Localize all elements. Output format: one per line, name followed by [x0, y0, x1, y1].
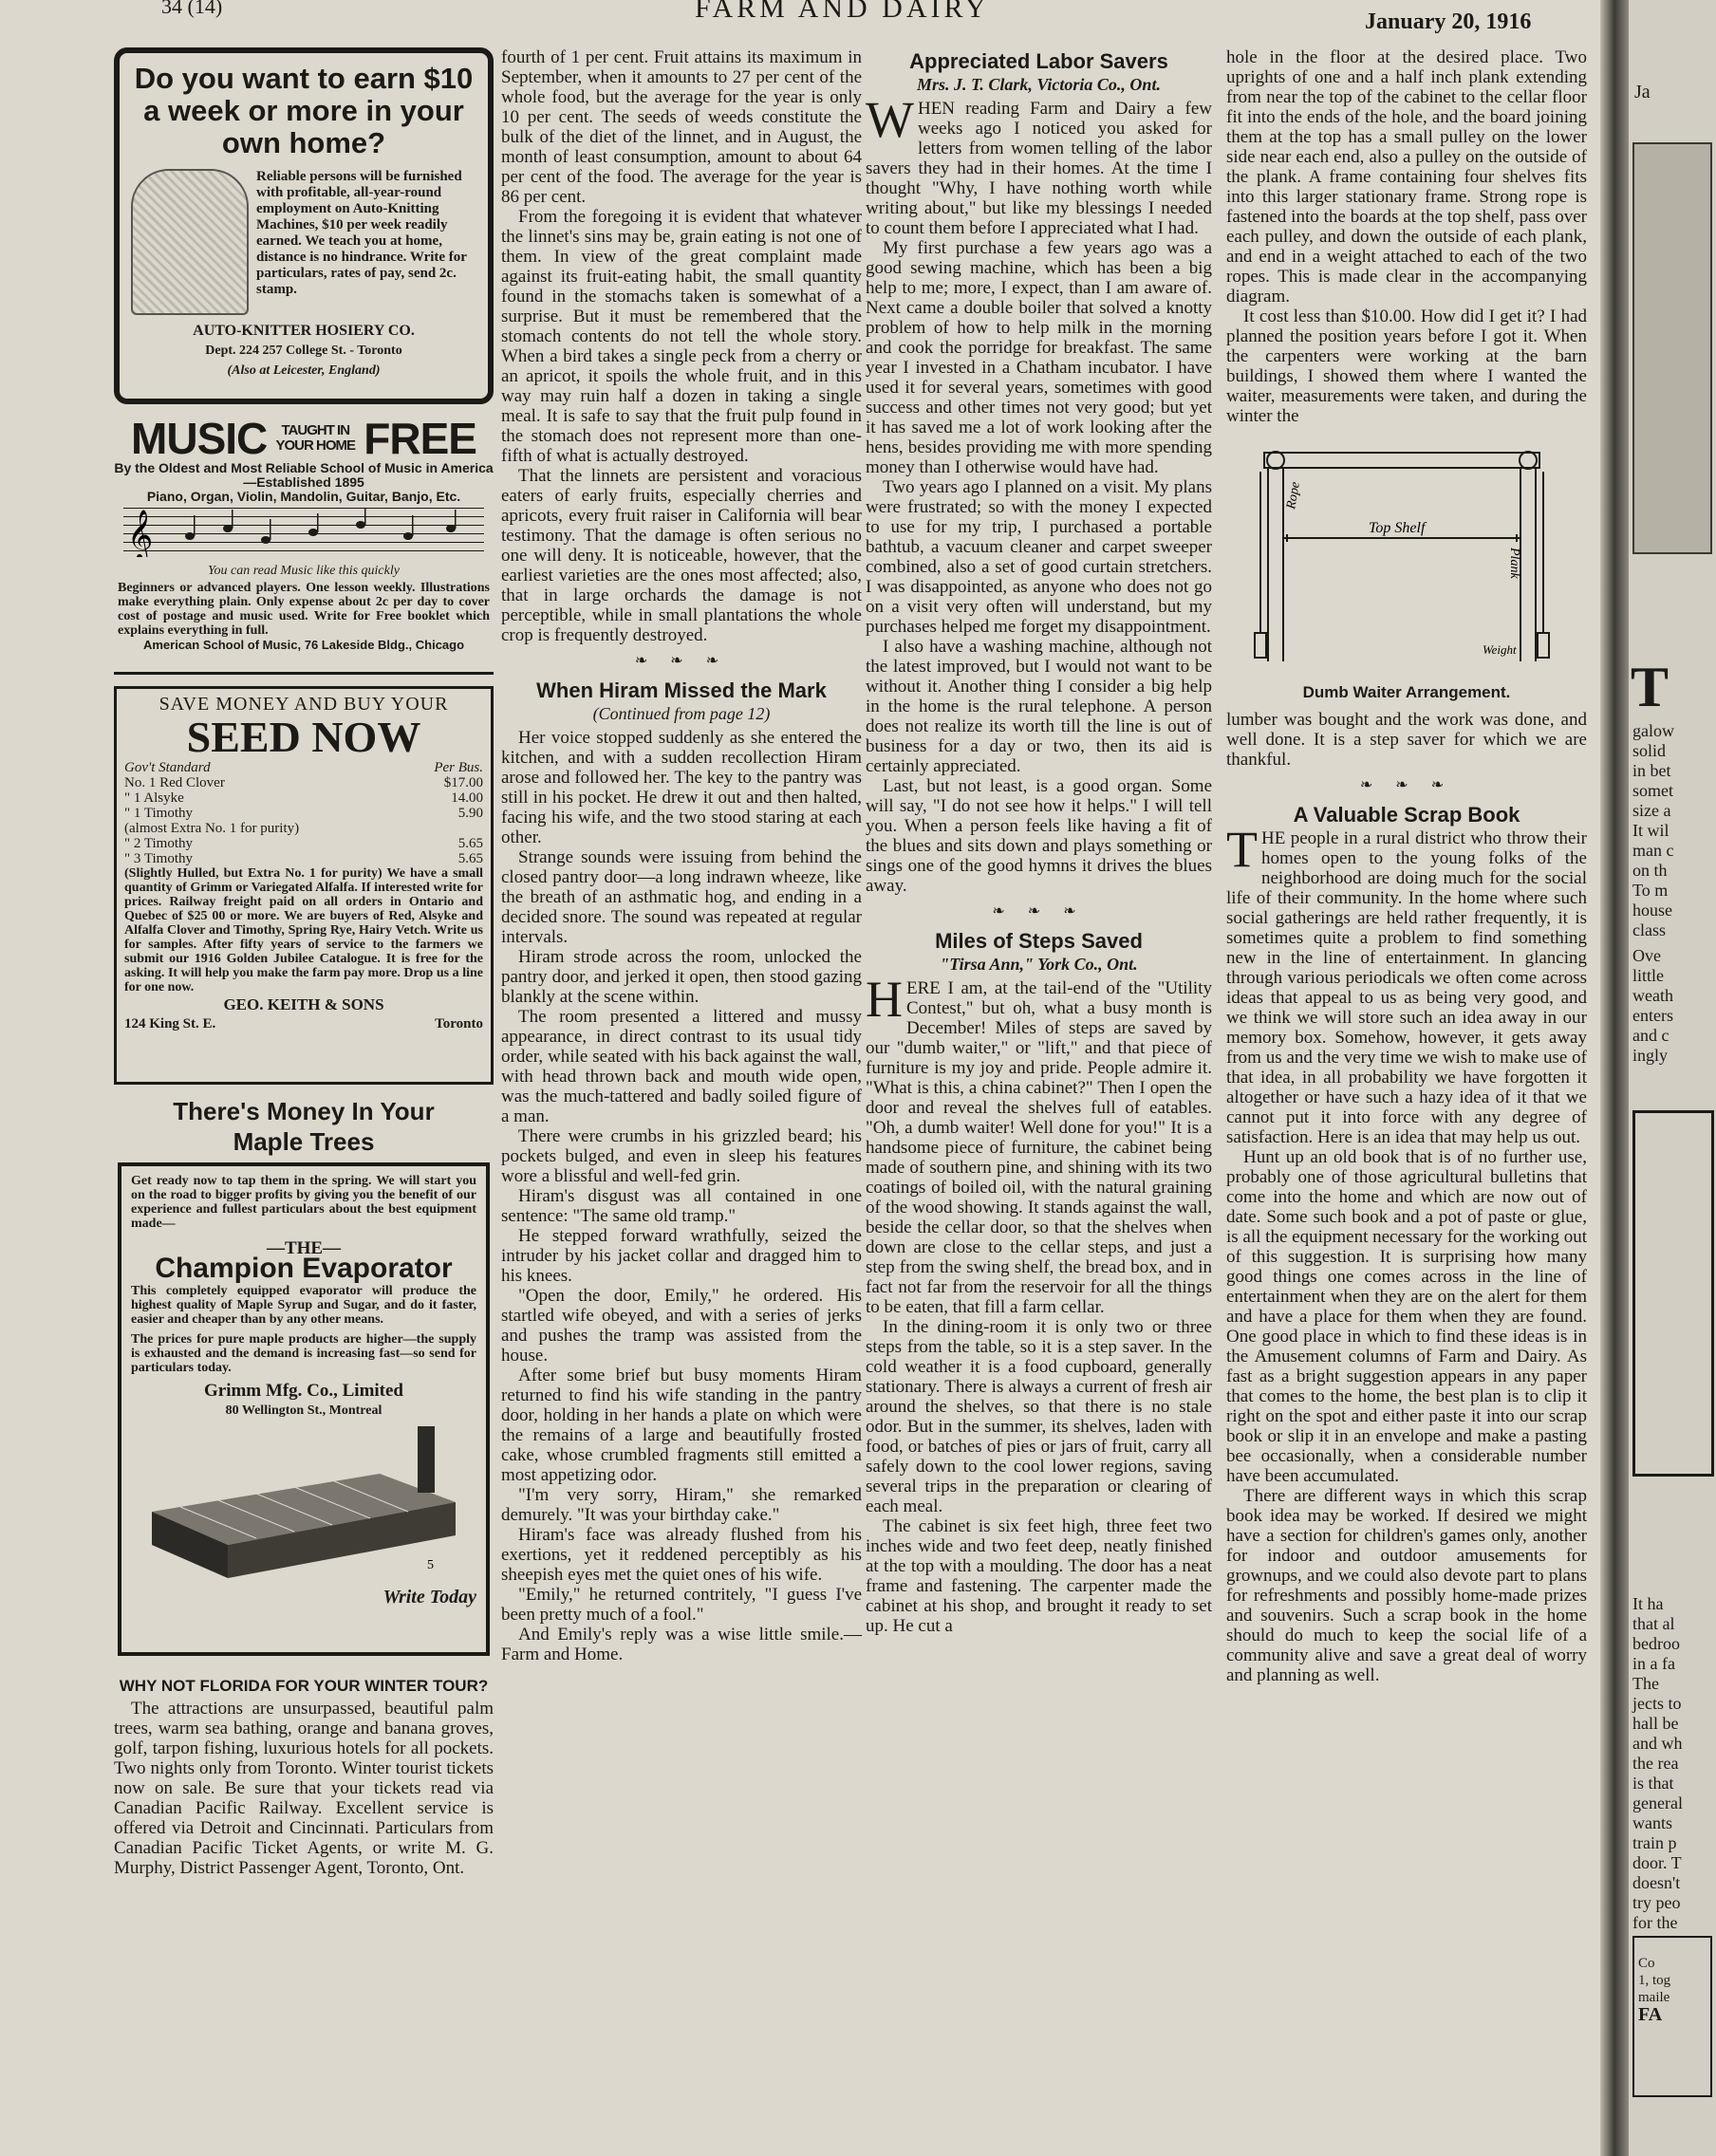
issue-date: January 20, 1916	[1365, 9, 1532, 34]
seed-row: (almost Extra No. 1 for purity)	[124, 821, 300, 836]
free-word: FREE	[364, 414, 476, 463]
seed-row: No. 1 Red Clover $17.00	[124, 775, 483, 790]
music-staff-illustration	[123, 508, 484, 557]
knitter-headline: Do you want to earn $10 a week or more in your own home?	[134, 62, 474, 159]
music-instruments: Piano, Organ, Violin, Mandolin, Guitar, Banjo, Etc.	[146, 489, 461, 504]
write-today-cta: Write Today	[382, 1587, 476, 1608]
knitter-note: (Also at Leicester, England)	[227, 363, 381, 378]
seed-row: " 2 Timothy 5.65	[124, 836, 483, 851]
florida-body: The attractions are unsurpassed, beautiful palm trees, warm sea bathing, orange and banana groves, golf, tarpon fishing, luxurious hotels for all pockets. Two nights only from Toronto. Winter tourist tickets now on sale. Be sure that your tickets read via Canadian Pacific Railway. Excellent service is offered via Detroit and Cincinnati. Particulars from Canadian Pacific Ticket Agents, or write M. G. Murphy, District Passenger Agent, Toronto, Ont.	[114, 1699, 494, 1878]
hiram-paragraph: Hiram's disgust was all contained in one sentence: "The same old tramp."	[501, 1186, 862, 1226]
grimm-company: Grimm Mfg. Co., Limited	[203, 1381, 403, 1401]
column-4	[1226, 47, 1587, 1685]
hiram-paragraph: There were crumbs in his grizzled beard; his pockets bulged, and even in sleep his features wore a blissful and well-fed grin.	[501, 1126, 862, 1186]
music-taught-line: TAUGHT IN YOUR HOME	[275, 422, 356, 454]
maple-headline-1: There's Money In Your	[173, 1097, 435, 1125]
rope-label: Rope	[1284, 480, 1303, 511]
seed-headline: SEED NOW	[186, 713, 421, 761]
maple-evaporator-ad	[114, 1096, 494, 1665]
next-page-photo	[1632, 142, 1712, 554]
music-subtitle: By the Oldest and Most Reliable School of Music in America—Established 1895	[114, 460, 494, 490]
hiram-paragraph: Strange sounds were issuing from behind the closed pantry door—a long indrawn wheeze, like the breath of an asthmatic hog, and ending in a decided snore. The sound was repeated at regular intervals.	[501, 847, 862, 947]
music-script: You can read Music like this quickly	[208, 564, 400, 578]
weight-label: Weight	[1483, 642, 1517, 657]
labor-savers-byline: Mrs. J. T. Clark, Victoria Co., Ont.	[917, 75, 1161, 94]
seed-row: " 3 Timothy 5.65	[124, 851, 483, 866]
linnet-paragraph: That the linnets are persistent and voracious eaters of early fruits, especially cherries and apricots, every fruit raiser in California will bear testimony. That the damage is often serious no one will deny. It is noticeable, however, that the earliest varieties are the ones most affected; also, that in large orchards the damage is not perceptible, while in small plantations the whole crop is frequently destroyed.	[501, 466, 862, 645]
labor-paragraph: I also have a washing machine, although not the latest improved, but I would not want to be without it. Another thing I consider a big help in the home is the rural telephone. A person does not realize its worth till the line is out of business for a day or two, then its aid is certainly appreciated.	[866, 637, 1212, 776]
miles-paragraph: HERE I am, at the tail-end of the "Utility Contest," but oh, what a busy month is December! Miles of steps are saved by our "dumb waiter," or "lift," and that piece of furniture is my joy and pride. People admire it. "What is this, a china cabinet?" Then I open the door and reveal the shelves full of eatables. "Oh, a dumb waiter! Well done for you!" It is a handsome piece of furniture, the cabinet being made of southern pine, and shining with its two coatings of boiled oil, with the natural graining of the wood showing. It stands against the wall, beside the cellar door, so that the shelves when down are close to the cellar steps, and just a step from the swing shelf, the bread box, and in fact not far from the reservoir for all the things to be eaten, that fill a farm cellar.	[866, 971, 1212, 1317]
evaporator-illustration	[131, 1426, 476, 1588]
hiram-paragraph: "Open the door, Emily," he ordered. His startled wife obeyed, and with a series of jerks and pushes the tramp was assisted from the house.	[501, 1286, 862, 1366]
seed-row: " 1 Timothy 5.90	[124, 806, 483, 821]
scrapbook-paragraph: There are different ways in which this scrap book idea may be worked. If desired we might have a section for children's games only, another for indoor and outdoor amusements for grownups, and we could also devote part to plans for refreshments and possibly home-made prizes and souvenirs. Such a scrap book in the home should do much to keep the social life of a community alive and save a great deal of worry and planning as well.	[1226, 1486, 1587, 1685]
labor-paragraph: Two years ago I planned on a visit. My plans were frustrated; so with the money I expected to use for my trip, I purchased a portable bathtub, a vacuum cleaner and carpet sweeper combined, also a set of good curtain stretchers. I was disappointed, as anyone who does not go on a visit very often will understand, but my purchases helped me forget my disappointment.	[866, 477, 1212, 637]
miles-paragraph: The cabinet is six feet high, three feet two inches wide and two feet deep, neatly finished at the top with a moulding. The door has a neat frame and fastening. The carpenter made the cabinet at his shop, and brought it ready to set up. He cut a	[866, 1516, 1212, 1636]
music-headline	[114, 416, 494, 461]
grimm-address: 80 Wellington St., Montreal	[225, 1403, 382, 1418]
svg-text:𝄞: 𝄞	[127, 509, 154, 557]
hiram-paragraph: Hiram strode across the room, unlocked the pantry door, and jerked it open, then stood gazing blankly at the scene within.	[501, 947, 862, 1007]
book-gutter	[1600, 0, 1629, 2156]
labor-savers-title: Appreciated Labor Savers	[909, 49, 1168, 73]
seed-col-right: Per Bus.	[434, 760, 483, 775]
masthead-title: FARM AND DAIRY	[695, 0, 990, 24]
next-page-text: Ja	[1634, 82, 1651, 102]
auto-knitter-ad	[114, 47, 494, 404]
seed-company: GEO. KEITH & SONS	[223, 995, 384, 1013]
linnet-paragraph: From the foregoing it is evident that whatever the linnet's sins may be, grain eating is not one of them. In view of the great complaint made against its fruit-eating habit, the small quantity found in the stomachs taken is somewhat of a surprise. But it must be remembered that the stomach contents do not tell the whole story. When a bird takes a single peck from a cherry or an apricot, it spoils the whole fruit, and in this way may ruin half a dozen in taking a single meal. It is safe to say that the fruit pulp found in the stomach does not represent more than one-fifth of what is actually destroyed.	[501, 207, 862, 466]
hiram-paragraph: He stepped forward wrathfully, seized the intruder by his jacket collar and dragged him to his knees.	[501, 1226, 862, 1286]
seed-top-line: SAVE MONEY AND BUY YOUR	[159, 694, 449, 715]
next-page-box: Co 1, tog maile FA	[1632, 1936, 1712, 2097]
next-page-text-block: galow solid in bet somet size a It wil man c on th To m house class Ove little weath enters and c ingly	[1632, 721, 1674, 1065]
hiram-paragraph: The room presented a littered and mussy appearance, in direct contrast to its usual tidy order, while seated with his back against the wall, with head thrown back and mouth wide open, was the much-tattered and badly soiled figure of a man.	[501, 1007, 862, 1126]
top-shelf-label: Top Shelf	[1369, 520, 1426, 536]
hiram-paragraph: "I'm very sorry, Hiram," she remarked demurely. "It was your birthday cake."	[501, 1485, 862, 1525]
florida-ad	[114, 1677, 494, 1878]
music-word: MUSIC	[131, 414, 268, 463]
dumb-waiter-diagram	[1226, 434, 1587, 680]
next-page-floorplan	[1632, 1110, 1714, 1477]
hiram-paragraph: Her voice stopped suddenly as she entered the kitchen, and with a sudden recollection Hiram arose and followed her. The key to the pantry was still in his pocket. He drew it out and then halted, facing his wife, and the two stood staring at each other.	[501, 728, 862, 847]
diagram-caption: Dumb Waiter Arrangement.	[1302, 683, 1511, 701]
dumbwaiter-after: lumber was bought and the work was done, and well done. It is a step saver for which we are thankful.	[1226, 710, 1587, 770]
miles-title: Miles of Steps Saved	[935, 929, 1143, 953]
knitter-address: Dept. 224 257 College St. - Toronto	[205, 344, 402, 358]
music-body: Beginners or advanced players. One lesson weekly. Illustrations make everything plain. Only expense about 2c per day to cover cost of postage and music used. Write for Free booklet which explains everything in full.	[118, 581, 490, 638]
next-page-fragment	[1629, 0, 1716, 2156]
section-separator: ❧ ❧ ❧	[1359, 777, 1454, 793]
miles-paragraph: In the dining-room it is only two or three steps from the table, so it is a step saver. In the cold weather it is a food cupboard, generally stationary. There is always a current of fresh air around the shelves, so that there is no stale odor. But in the summer, its shelves, laden with food, or batches of pies or jars of fruit, carry all safely down to the cool lower regions, saving several trips in the preparation or clearing of each meal.	[866, 1317, 1212, 1516]
miles-byline: "Tirsa Ann," York Co., Ont.	[940, 955, 1138, 974]
section-separator: ❧ ❧ ❧	[992, 903, 1086, 920]
seed-street: 124 King St. E.	[124, 1016, 216, 1032]
linnet-paragraph: fourth of 1 per cent. Fruit attains its maximum in September, when it amounts to 27 per cent of the whole food, but the average for the year is only 10 per cent. The seeds of weeds constitute the bulk of the diet of the linnet, and in August, the month of least consumption, amount to about 64 per cent of the food. The average for the year is 86 per cent.	[501, 47, 862, 207]
maple-intro: Get ready now to tap them in the spring. We will start you on the road to bigger profits by giving you the benefit of our experience and fullest particulars about the best equipment made—	[131, 1174, 476, 1231]
labor-paragraph: WHEN reading Farm and Dairy a few weeks ago I noticed you asked for letters from women telling of the labor savers they had in their homes. At the time I thought "Why, I have nothing worth while writing about," but like my blessings I needed to count them before I appreciated what I had.	[866, 91, 1212, 238]
knitter-company: AUTO-KNITTER HOSIERY CO.	[193, 323, 415, 339]
florida-title: WHY NOT FLORIDA FOR YOUR WINTER TOUR?	[119, 1677, 489, 1695]
maple-headline-2: Maple Trees	[233, 1127, 375, 1156]
plank-label: Plank	[1507, 548, 1521, 579]
seed-city: Toronto	[435, 1016, 483, 1032]
ad-column	[114, 47, 494, 1878]
page-folio: 34 (14)	[161, 0, 223, 18]
scrapbook-paragraph: THE people in a rural district who throw their homes open to the young folks of the neighborhood are doing much for the social life of their community. In the home where such social gatherings are held rather frequently, it is sometimes quite a problem to find something new in the line of entertainment. In glancing through various periodicals we often come across ideas that appeal to us as being very good, and we think we will store such an idea away in our memory box. Somehow, however, it gets away from us and the very time we wish to make use of that idea, in all probability we have forgotten it altogether or have such a hazy idea of it that we cannot put it into force with any degree of satisfaction. Here is an idea that may help us out.	[1226, 821, 1587, 1147]
hiram-paragraph: After some brief but busy moments Hiram returned to find his wife standing in the pantry door, holding in her hands a plate on which were the remains of a large and beautifully frosted cake, whose crumbled fragments still emitted a most appetizing odor.	[501, 1366, 862, 1485]
labor-paragraph: Last, but not least, is a good organ. Some will say, "I do not see how it helps." I will tell you. When a person feels like having a fit of the blues and sits down and plays something or sings one of the good hymns it drives the blues away.	[866, 776, 1212, 896]
music-school-ad	[114, 416, 494, 675]
scrapbook-paragraph: Hunt up an old book that is of no further use, probably one of those agricultural bulletins that come into the home and which are now out of date. Some such book and a pot of paste or glue, is all the equipment necessary for the working out of this suggestion. It is surprising how many good things one comes across in the line of entertainment when they are on the alert for them and have a place for them when they are found. One good place in which to find these ideas is in the Amusement columns of Farm and Dairy. As fast as a bright suggestion appears in any paper that comes to the home, the best plan is to clip it right on the spot and either paste it into our scrap book or slip it in an envelope and make a pasting bee occasionally, when a considerable number have been accumulated.	[1226, 1147, 1587, 1486]
hiram-title: When Hiram Missed the Mark	[536, 678, 827, 702]
column-3	[866, 47, 1212, 1636]
seed-col-left: Gov't Standard	[124, 760, 211, 775]
hiram-paragraph: And Emily's reply was a wise little smile.—Farm and Home.	[501, 1625, 862, 1664]
maple-prices: The prices for pure maple products are higher—the supply is exhausted and the demand is increasing fast—so send for particulars today.	[131, 1332, 476, 1375]
labor-paragraph: My first purchase a few years ago was a good sewing machine, which has been a big help to me; more, I expect, than I am aware of. Next came a double boiler that solved a knotty problem of how to help milk in the morning and cook the porridge for breakfast. The same year I invested in a Chatham incubator. I have used it for several years, sometimes with good success and other times not very good; but yet it has saved me a lot of work looking after the hens, besides providing me with more spending money than I otherwise would have had.	[866, 238, 1212, 477]
knitting-woman-illustration	[131, 169, 249, 315]
ad-number: 5	[427, 1558, 434, 1572]
next-page-text: T	[1631, 656, 1669, 718]
maple-the: —THE—	[266, 1238, 342, 1258]
seed-row: " 1 Alsyke 14.00	[124, 790, 483, 806]
hiram-paragraph: Hiram's face was already flushed from his exertions, yet it reddened perceptibly as his sheepish eyes met the quiet ones of his wife.	[501, 1525, 862, 1585]
evaporator-desc: This completely equipped evaporator will produce the highest quality of Maple Syrup and Sugar, and do it faster, easier and cheaper than by any other means.	[131, 1284, 476, 1327]
knitter-body: Reliable persons will be furnished with profitable, all-year-round employment on Auto-Knitting Machines, $10 per week readily earned. We teach you at home, distance is no hindrance. Write for particulars, rates of pay, send 2c. stamp.	[256, 169, 467, 297]
hiram-continued: (Continued from page 12)	[592, 704, 771, 723]
seed-ad	[114, 686, 494, 1085]
seed-body: (Slightly Hulled, but Extra No. 1 for purity) We have a small quantity of Grimm or Variegated Alfalfa. If interested write for prices. Railway freight paid on all orders in Ontario and Quebec of $25 00 or more. We are buyers of Red, Alsyke and Alfalfa Clover and Timothy, Spring Rye, Hairy Vetch. Write us for samples. After fifty years of service to the farmers we submit our 1916 Golden Jubilee Catalogue. It is free for the asking. It will help you make the farm pay more. Drop us a line for one now.	[124, 866, 483, 994]
page-header	[0, 0, 1613, 38]
dumbwaiter-paragraph: It cost less than $10.00. How did I get it? I had planned the position years before I got it. When the carpenters were working at the barn buildings, I showed them where I wanted the waiter, measurements were taken, and during the winter the	[1226, 307, 1587, 426]
column-2	[501, 47, 862, 1664]
scrapbook-title: A Valuable Scrap Book	[1293, 803, 1520, 827]
dumbwaiter-paragraph: hole in the floor at the desired place. Two uprights of one and a half inch plank extending from near the top of the cabinet to the cellar floor fit into the ends of the hole, and the board joining them at the top has a small pulley on the lower side near each end, also a pulley on the outside of the plank. A frame containing four shelves fits into this larger stationary frame. Strong rope is fastened into the boards at the top shelf, pass over each pulley, and down the outside of each plank, and end in a weight attached to each of the two ropes. This is made clear in the accompanying diagram.	[1226, 47, 1587, 307]
section-separator: ❧ ❧ ❧	[634, 653, 729, 669]
hiram-paragraph: "Emily," he returned contritely, "I guess I've been pretty much of a fool."	[501, 1585, 862, 1625]
music-school-address: American School of Music, 76 Lakeside Bldg., Chicago	[142, 638, 465, 652]
evaporator-name: Champion Evaporator	[155, 1253, 453, 1284]
seed-price-table	[124, 760, 483, 866]
next-page-text-block: It ha that al bedroo in a fa The jects to hall be and wh the rea is that general wants train p door. T doesn't try peo for the	[1632, 1594, 1683, 1932]
